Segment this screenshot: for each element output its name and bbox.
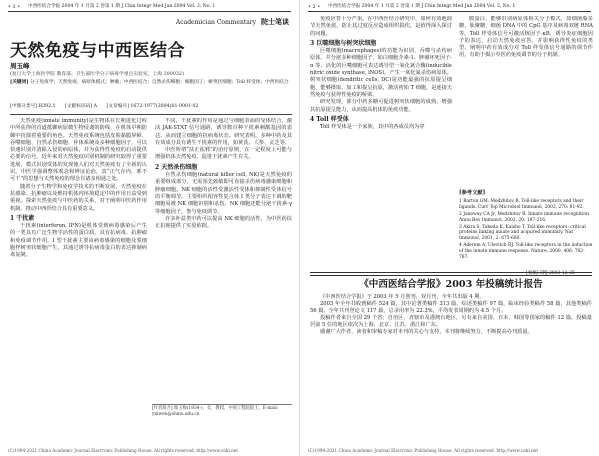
- report-title: 《中西医结合学报》2003 年投稿统计报告: [359, 279, 543, 290]
- article-meta: [10, 104, 292, 110]
- article-number: [文章编号] 1672-1977(2004)01-0001-02: [106, 104, 199, 109]
- paragraph: 不同，干扰素的作用是通过与细胞表面的受体结合，激活 JAK-STAT 信号通路，诱导数百种干扰素刺激基因的表达，从而建立细胞的抗病毒状态。研究表明，多种中药及其有效成分具有诱生干扰素的作用，如黄芪、人参、灵芝等。: [155, 118, 292, 146]
- author-footnote: [作者简介] 闻玉梅(1934-)，女，教授，中国工程院院士。E-mail: ymwen@shmu.edu.cn: [152, 404, 292, 417]
- reference-item: 2 Janeway CA Jr, Medzhitov R. Innate immune recognition. Annu Rev Immunol, 2002, 20: 197-216.: [459, 211, 591, 223]
- section-en: Academician Commentary: [175, 19, 257, 26]
- body-column-1: [310, 16, 452, 268]
- paragraph: 随着分子生物学和免疫学技术的不断发展，天然免疫在抗感染、抗肿瘤以及维持机体内环境稳定中的作用日益受到重视。探索天然免疫与中医药的关系，对于阐明中医药作用机制、推动中西医结合具有重要意义。: [10, 183, 147, 212]
- body-column-2: [459, 16, 593, 188]
- reference-item: 3 Akira S, Takeda K, Kaisho T. Toll-like receptors: critical proteins linking innate and acquired immunity. Nat Immunol, 2001, 2: 675-680.: [459, 224, 586, 242]
- running-head: [308, 3, 591, 12]
- paragraph: 自然杀伤细胞(natural killer cell, NK)是天然免疫的重要组成部分，无需预先致敏即可直接杀伤病毒感染细胞和肿瘤细胞。NK 细胞的活性受激活性受体和抑制性受体信号的平衡调节。主要组织相容性复合体 I 类分子表达下调的靶细胞易被 NK 细胞识别和杀伤。NK 细胞还能分泌干扰素-γ 等细胞因子，参与免疫调节。: [155, 172, 292, 215]
- report-paragraph: 2003 年全年共收到稿件 524 篇，其中论著类稿件 313 篇，综述类稿件 97 篇，临床经验类稿件 58 篇，其他类稿件 56 篇。全年共刊登论文 117 篇，总录用率为 22.3%，平均发表周期约为 4.5 个月。: [310, 301, 592, 315]
- section-tag: [176, 17, 289, 27]
- paragraph: 研究发现，部分中药多糖可促进树突状细胞的成熟，增强其抗原提呈能力，从而提高机体的免疫功能。: [310, 99, 452, 113]
- body-column-1: [10, 118, 147, 448]
- paragraph: 天然免疫(innate immunity)是生物体在长期进化过程中所获得的首道抵御病原微生物侵袭的防线，在机体早期防御中扮演着重要的角色。天然免疫系统包括皮肤黏膜屏障、吞噬细胞、自然杀伤细胞、补体系统及多种细胞因子，可以快速识别并清除入侵的病原体，并为获得性免疫的启动提供必要的信号。近年来对天然免疫识别机制的研究取得了重要进展，模式识别受体的发现使人们对天然免疫有了全新的认识。中医学强调整体观念和辨证论治，其“正气存内，邪不可干”的思想与天然免疫的理念有诸多相通之处。: [10, 118, 147, 183]
- running-head: [8, 3, 291, 12]
- page-footer: (C)1994-2021 China Academic Journal Electronic Publishing House. All rights reserved. http://www.cnki.net: [8, 448, 239, 453]
- clc-number: [中图分类号] R392.1: [10, 104, 56, 109]
- page-footer: (C)1994-2021 China Academic Journal Electronic Publishing House. All rights reserved. http://www.cnki.net: [308, 448, 539, 453]
- paragraph: 膜蛋白，能够识别病原体相关分子模式，如细菌脂多糖、肽聚糖、细菌 DNA 中的 CpG 基序及病毒双链 RNA 等。Toll 样受体信号可激活核因子-κB，诱导炎症细胞因子的表达，启动天然免疫应答，并影响获得性免疫的类型。阐明中药有效成分对 Toll 样受体信号通路的调节作用，有助于揭示中医药免疫调节的分子机制。: [459, 16, 593, 59]
- keywords-label: [关键词]: [10, 80, 29, 85]
- section-heading: 1 干扰素: [10, 214, 35, 222]
- paragraph: 干扰素(interferon, IFN)是机体受到病毒感染后产生的一类具有广泛生物学活性的蛋白质，具有抗病毒、抗肿瘤和免疫调节作用。I 型干扰素主要由病毒感染的细胞及浆细胞样树突状细胞产生，其通过诱导抗病毒蛋白的表达抑制病毒复制。: [10, 223, 147, 259]
- right-page: [300, 0, 599, 456]
- doc-code: [文献标识码] A: [65, 104, 98, 109]
- keywords: [10, 80, 292, 86]
- left-page: [0, 0, 299, 456]
- section-heading: 2 天然杀伤细胞: [155, 163, 198, 171]
- paragraph: 巨噬细胞(macrophages)的功能为识别、吞噬与杀伤病原体，并分泌多种细胞因子，如白细胞介素-1、肿瘤坏死因子-α 等。活化的巨噬细胞可表达诱导型一氧化氮合酶(inducible nitric oxide synthase, iNOS)，产生一氧化氮杀伤病原体。树突状细胞(dendritic cells, DC)是功能最强的抗原提呈细胞，能够摄取、加工和提呈抗原，激活初始 T 细胞，是连接天然免疫与获得性免疫的桥梁。: [310, 48, 452, 98]
- article-title: 天然免疫与中西医结合: [10, 41, 185, 61]
- section-cn: 院士笔谈: [261, 17, 289, 26]
- paragraph: 中医所谓“扶正祛邪”的治疗原则，在一定程度上可能与增强机体天然免疫、促进干扰素产生有关。: [155, 147, 292, 161]
- divider: [10, 114, 292, 115]
- page-number: • 2 •: [308, 4, 321, 10]
- reference-item: 1 Barton GM, Medzhitov R. Toll-like receptors and their ligands. Curr Top Microbiol Immunol, 2002, 270: 81-92.: [459, 198, 584, 210]
- paragraph: Toll 样受体是一个家族，其中的各成员均为穿: [320, 124, 425, 131]
- reference-item: 4 Aderem A, Ulevitch RJ. Toll-like receptors in the induction of the innate immune response. Nature, 2000, 406: 782-787.: [459, 243, 593, 261]
- report-paragraph: 感谢广大作者、读者和审稿专家对本刊的关心与支持，本刊将继续努力，不断提高办刊质量。: [320, 329, 533, 336]
- references-title: [参考文献]: [459, 190, 486, 196]
- report-body: [310, 294, 592, 337]
- reference-list: [459, 199, 593, 261]
- keywords-text: 分子免疫学；天然免疫；病原体模式；肿瘤；中西医结合；自然杀伤细胞；细胞因子；树突状细胞；Toll 样受体；中西医结合: [30, 80, 289, 85]
- author: 周玉峰: [10, 62, 30, 70]
- paragraph: 许多补益类中药可以提高 NK 细胞的活性，为中医药扶正抗癌提供了实验依据。: [155, 215, 292, 230]
- report-paragraph: 投稿作者来自全国 29 个省、自治区、直辖市及港澳台地区，另有来自美国、日本、韩国等国家的稿件 12 篇。投稿量居前 5 位的地区依次为上海、北京、江苏、浙江和广东。: [310, 315, 592, 329]
- received-date: [收稿日期] 2003-12-25: [526, 271, 575, 276]
- journal-citation: 中西医结合学报 2004 年 1 月第 2 卷第 1 期 J Chin Integr Med Jan 2004 Vol. 2, No. 1: [28, 4, 216, 9]
- body-column-2: [155, 118, 292, 402]
- journal-citation: 中西医结合学报 2004 年 1 月第 2 卷第 1 期 J Chin Integr Med Jan 2004 Vol. 2, No. 1: [328, 4, 516, 9]
- affiliation: (复旦大学上海医学院 教育部、卫生部医学分子病毒学重点实验室，上海 200032): [10, 72, 184, 77]
- paragraph: 免疫应答十分严重。在中西医结合研究中，如何有效地调节天然免疫，防止其过度反应造成组织损伤，是值得深入探讨的问题。: [310, 16, 452, 37]
- references: [459, 191, 593, 262]
- page-number: • 1 •: [8, 4, 21, 10]
- section-heading: 3 巨噬细胞与树突状细胞: [310, 39, 377, 47]
- section-heading: 4 Toll 样受体: [310, 115, 349, 123]
- report-paragraph: 《中西医结合学报》于 2003 年 5 月创刊，双月刊，全年共出版 4 期。: [320, 294, 485, 300]
